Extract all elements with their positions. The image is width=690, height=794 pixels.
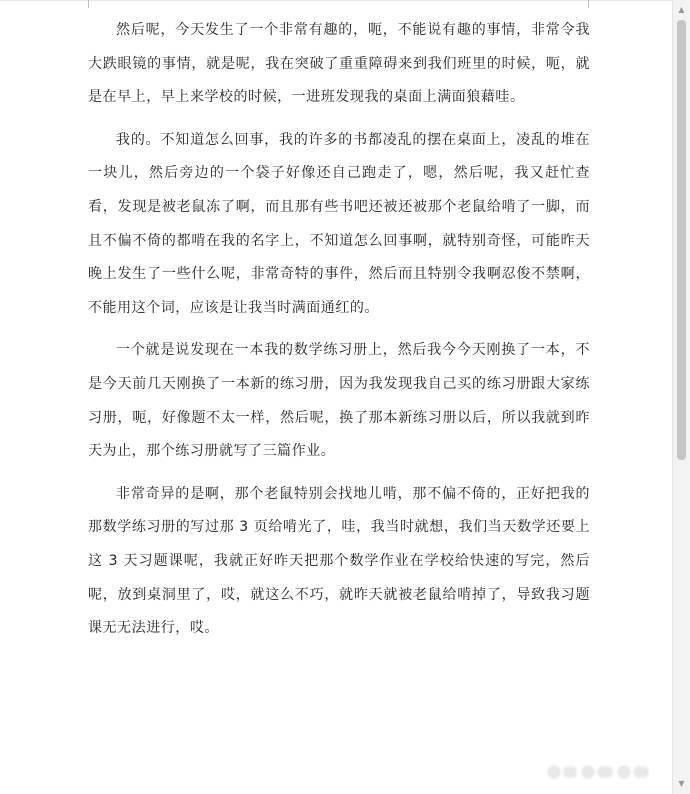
- paragraph-3: 一个就是说发现在一本我的数学练习册上，然后我今今天刚换了一本，不是今天前几天刚换了一本新的练习册，因为我发现我自己买的练习册跟大家练习册，呃，好像题不太一样，然后呢，换了那本新练习册以后，所以我就到昨天为止，那个练习册就写了三篇作业。: [88, 342, 590, 460]
- page-corner-mark-left: [88, 0, 89, 8]
- blurred-watermark-icon: [546, 764, 650, 780]
- scroll-up-arrow-icon[interactable]: ▲: [678, 5, 685, 14]
- document-body: [88, 14, 590, 655]
- paragraph-2: 我的。不知道怎么回事，我的许多的书都凌乱的摆在桌面上，凌乱的堆在一块儿，然后旁边的一个袋子好像还自己跑走了，嗯，然后呢，我又赶忙查看，发现是被老鼠冻了啊，而且那有些书吧还被还被那个老鼠给啃了一脚，而且不偏不倚的都啃在我的名字上，不知道怎么回事啊，就特别奇怪，可能昨天晚上发生了一些什么呢，非常奇特的事件，然后而且特别令我啊忍俊不禁啊，不能用这个词，应该是让我当时满面通红的。: [88, 131, 590, 316]
- paragraph-1: 然后呢，今天发生了一个非常有趣的，呃，不能说有趣的事情，非常令我大跌眼镜的事情，就是呢，我在突破了重重障碍来到我们班里的时候，呃，就是在早上，早上来学校的时候，一进班发现我的桌面上满面狼藉哇。: [88, 22, 590, 106]
- vertical-scrollbar[interactable]: [672, 0, 690, 794]
- page-corner-mark-right: [588, 0, 589, 8]
- scroll-down-arrow-icon[interactable]: ▼: [678, 779, 685, 788]
- page-top-border: [0, 0, 672, 1]
- paragraph-4: 非常奇异的是啊，那个老鼠特别会找地儿啃，那不偏不倚的，正好把我的那数学练习册的写过那 3 页给啃光了，哇，我当时就想，我们当天数学还要上这 3 天习题课呢，我就正好昨天把那个数学作业在学校给快速的写完，然后呢，放到桌洞里了，哎，就这么不巧，就昨天就被老鼠给啃掉了，导致我习题课无无法进行，哎。: [88, 485, 590, 637]
- scrollbar-thumb[interactable]: [677, 20, 686, 460]
